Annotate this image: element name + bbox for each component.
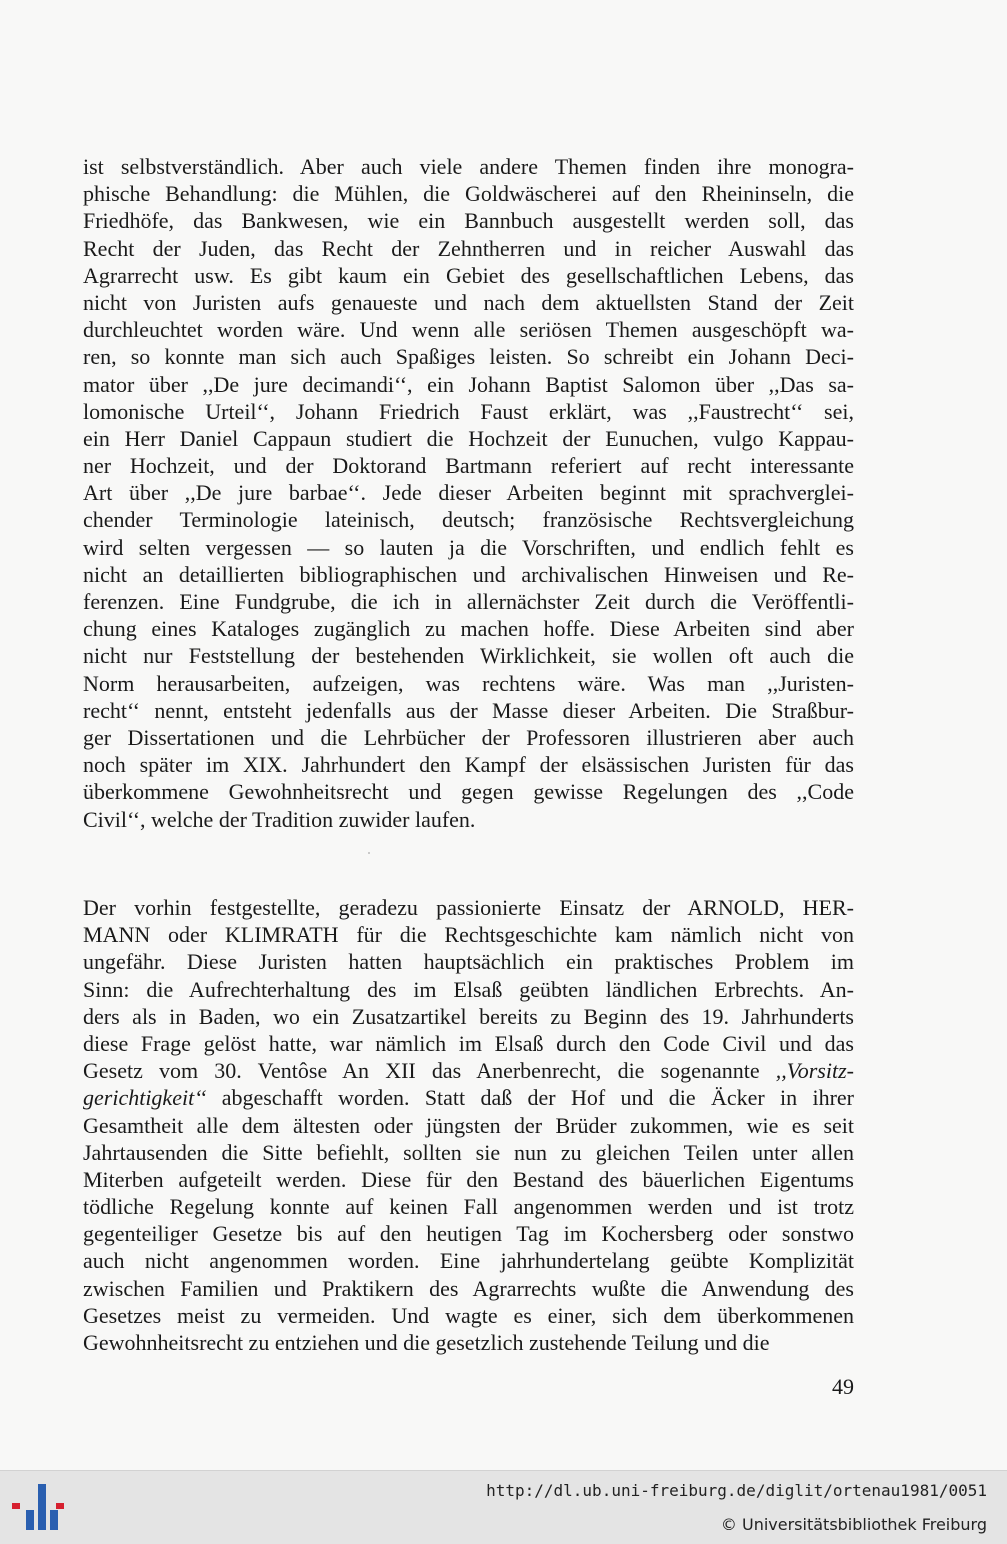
text-line: ger Dissertationen und die Lehrbücher der Professoren illustrieren aber auch [83, 724, 854, 750]
text-line: Sinn: die Aufrechterhaltung des im Elsaß geübten ländlichen Erbrechts. An- [83, 976, 854, 1002]
text-line: nicht an detaillierten bibliographischen und archivalischen Hinweisen und Re- [83, 561, 854, 587]
text-line: MANN oder KLIMRATH für die Rechtsgeschichte kam nämlich nicht von [83, 922, 854, 948]
text-line: Gewohnheitsrecht zu entziehen und die gesetzlich zustehende Teilung und die [83, 1330, 770, 1355]
text-line: überkommene Gewohnheitsrecht und gegen gewisse Regelungen des ,,Code [83, 779, 854, 805]
footer-bar [0, 1470, 1007, 1544]
text-line: Gesamtheit alle dem ältesten oder jüngsten der Brüder zukommen, wie es seit [83, 1112, 854, 1138]
paragraph-2 [83, 894, 854, 1356]
text-line: Gesetzes meist zu vermeiden. Und wagte es einer, sich dem überkommenen [83, 1302, 854, 1328]
text-line: ein Herr Daniel Cappaun studiert die Hochzeit der Eunuchen, vulgo Kappau- [83, 425, 854, 451]
text-line: recht‘‘ nennt, entsteht jedenfalls aus der Masse dieser Arbeiten. Die Straßbur- [83, 697, 854, 723]
text-line: mator über ,,De jure decimandi‘‘, ein Johann Baptist Salomon über ,,Das sa- [83, 371, 854, 397]
text-line: gerichtigkeit‘‘ abgeschafft worden. Statt daß der Hof und die Äcker in ihrer [83, 1085, 854, 1111]
text-line: Art über ,,De jure barbae‘‘. Jede dieser Arbeiten beginnt mit sprachverglei- [83, 480, 854, 506]
text-line: nicht von Juristen aufs genaueste und nach dem aktuellsten Stand der Zeit [83, 289, 854, 315]
source-url-link[interactable]: http://dl.ub.uni-freiburg.de/diglit/ortenau1981/0051 [486, 1481, 987, 1500]
italic-term: gerichtigkeit‘‘ [83, 1085, 207, 1111]
page-number: 49 [832, 1374, 854, 1399]
text-line: Norm herausarbeiten, aufzeigen, was rechtens wäre. Was man ,,Juristen- [83, 670, 854, 696]
text-line: noch später im XIX. Jahrhundert den Kampf der elsässischen Juristen für das [83, 752, 854, 778]
scan-speck [368, 852, 370, 854]
text-line: auch nicht angenommen worden. Eine jahrhundertelang geübte Komplizität [83, 1248, 854, 1274]
text-line: Der vorhin festgestellte, geradezu passionierte Einsatz der ARNOLD, HER- [83, 895, 854, 920]
text-line: Civil‘‘, welche der Tradition zuwider laufen. [83, 806, 476, 832]
text-line: Agrarrecht usw. Es gibt kaum ein Gebiet des gesellschaftlichen Lebens, das [83, 262, 854, 288]
text-line: durchleuchtet worden wäre. Und wenn alle seriösen Themen ausgeschöpft wa- [83, 317, 854, 343]
text-line: ders als in Baden, wo ein Zusatzartikel bereits zu Beginn des 19. Jahrhunderts [83, 1003, 854, 1029]
text-line: gegenteiliger Gesetze bis auf den heutigen Tag im Kochersberg oder sonstwo [83, 1221, 854, 1247]
text-line: Recht der Juden, das Recht der Zehntherren und in reicher Auswahl das [83, 235, 854, 261]
ub-freiburg-logo-icon [12, 1484, 64, 1530]
text-line: phische Behandlung: die Mühlen, die Goldwäscherei auf den Rheininseln, die [83, 181, 854, 207]
text-line: tödliche Regelung konnte auf keinen Fall angenommen werden und ist trotz [83, 1194, 854, 1220]
text-line: ferenzen. Eine Fundgrube, die ich in allernächster Zeit durch die Veröffentli- [83, 589, 854, 614]
text-line: chender Terminologie lateinisch, deutsch; französische Rechtsvergleichung [83, 507, 854, 533]
text-line: lomonische Urteil‘‘, Johann Friedrich Faust erklärt, was ,,Faustrecht‘‘ sei, [83, 398, 854, 424]
text-line: nicht nur Feststellung der bestehenden Wirklichkeit, sie wollen oft auch die [83, 643, 854, 669]
paragraph-1 [83, 153, 854, 833]
text-line: Gesetz vom 30. Ventôse An XII das Anerbenrecht, die sogenannte ,,Vorsitz- [83, 1058, 854, 1084]
text-line: Friedhöfe, das Bankwesen, wie ein Bannbuch ausgestellt werden soll, das [83, 208, 854, 234]
copyright-text: © Universitätsbibliothek Freiburg [720, 1515, 987, 1534]
text-line: Jahrtausenden die Sitte befiehlt, sollten sie nun zu gleichen Teilen unter allen [83, 1139, 854, 1165]
text-line: Miterben aufgeteilt werden. Diese für den Bestand des bäuerlichen Eigentums [83, 1166, 854, 1192]
text-line: zwischen Familien und Praktikern des Agrarrechts wußte die Anwendung des [83, 1275, 854, 1301]
text-line: chung eines Kataloges zugänglich zu machen hoffe. Diese Arbeiten sind aber [83, 616, 854, 642]
text-line: diese Frage gelöst hatte, war nämlich im Elsaß durch den Code Civil und das [83, 1030, 854, 1056]
text-line: wird selten vergessen — so lauten ja die Vorschriften, und endlich fehlt es [83, 534, 854, 560]
text-line: ner Hochzeit, und der Doktorand Bartmann referiert auf recht interessante [83, 453, 854, 479]
text-line: ren, so konnte man sich auch Spaßiges leisten. So schreibt ein Johann Deci- [83, 344, 854, 370]
text-line: ist selbstverständlich. Aber auch viele andere Themen finden ihre monogra- [83, 154, 854, 179]
text-line: ungefähr. Diese Juristen hatten hauptsächlich ein praktisches Problem im [83, 949, 854, 975]
italic-term: ,,Vorsitz- [775, 1058, 854, 1084]
